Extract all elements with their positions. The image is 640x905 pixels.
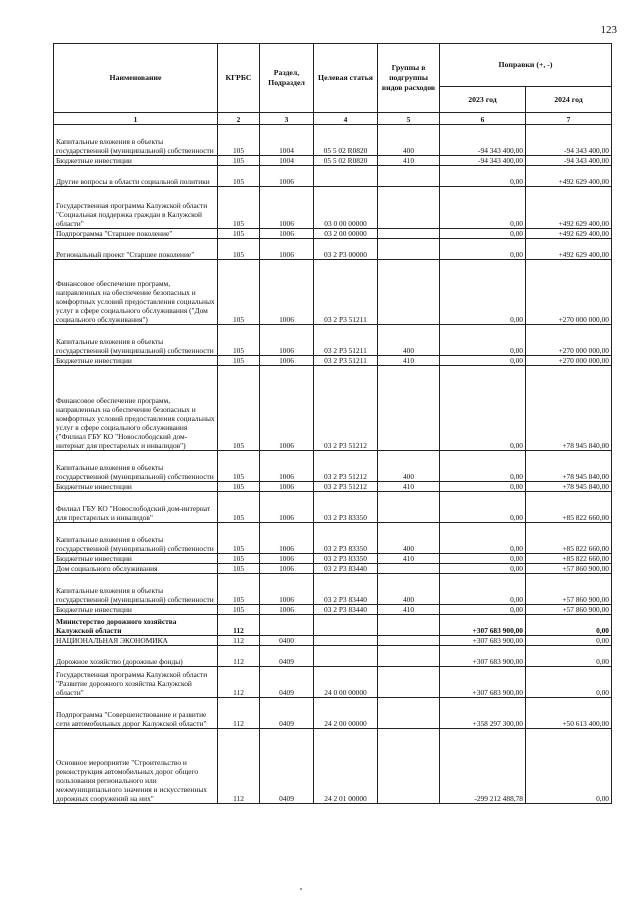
row-amount-2023: 0,00: [440, 605, 526, 615]
row-target: 05 5 02 R0820: [314, 125, 378, 156]
row-amount-2023: 0,00: [440, 187, 526, 229]
table-row: [54, 729, 612, 804]
row-target: 24 2 01 00000: [314, 729, 378, 804]
table-row: [54, 125, 612, 156]
row-amount-2024: +85 822 660,00: [526, 554, 612, 564]
row-target: 03 2 P3 83350: [314, 523, 378, 554]
row-group: 410: [378, 356, 440, 366]
row-section: 1006: [260, 260, 314, 325]
row-section: 1006: [260, 229, 314, 239]
row-amount-2024: +57 860 900,00: [526, 605, 612, 615]
row-amount-2023: +307 683 900,00: [440, 646, 526, 667]
row-amount-2024: -94 343 400,00: [526, 125, 612, 156]
row-target: 03 2 P3 83440: [314, 564, 378, 574]
row-group: [378, 698, 440, 729]
row-name: Бюджетные инвестиции: [54, 554, 218, 564]
row-section: 1006: [260, 451, 314, 482]
row-target: 03 0 00 00000: [314, 187, 378, 229]
row-group: [378, 667, 440, 698]
row-section: 1006: [260, 564, 314, 574]
table-row: [54, 260, 612, 325]
row-name: Бюджетные инвестиции: [54, 156, 218, 166]
row-section: 0409: [260, 729, 314, 804]
table-row: [54, 229, 612, 239]
row-amount-2023: +358 297 300,00: [440, 698, 526, 729]
row-group: 410: [378, 482, 440, 492]
row-name: Капитальные вложения в объекты государственной (муниципальной) собственности: [54, 325, 218, 356]
row-kgrbs: 105: [218, 366, 260, 451]
header-target: Целевая статья: [314, 44, 378, 113]
row-name: Капитальные вложения в объекты государственной (муниципальной) собственности: [54, 451, 218, 482]
row-group: 400: [378, 523, 440, 554]
row-name: Бюджетные инвестиции: [54, 356, 218, 366]
row-name: Основное мероприятие "Строительство и реконструкция автомобильных дорог общего пользования регионального или межмуниципального значения и искусственных дорожных сооружений на них": [54, 729, 218, 804]
row-amount-2023: -299 212 488,78: [440, 729, 526, 804]
column-number: 5: [378, 113, 440, 125]
row-name: Филиал ГБУ КО "Новослободский дом-интернат для престарелых и инвалидов": [54, 492, 218, 523]
row-amount-2023: 0,00: [440, 482, 526, 492]
row-section: 1006: [260, 356, 314, 366]
column-number: 3: [260, 113, 314, 125]
column-number-row: [54, 113, 612, 125]
row-amount-2023: 0,00: [440, 366, 526, 451]
row-group: [378, 646, 440, 667]
row-section: 1006: [260, 166, 314, 187]
row-amount-2023: 0,00: [440, 451, 526, 482]
row-group: [378, 492, 440, 523]
row-group: [378, 166, 440, 187]
table-row: [54, 646, 612, 667]
row-section: 1006: [260, 523, 314, 554]
row-kgrbs: 105: [218, 239, 260, 260]
row-target: [314, 636, 378, 646]
row-group: [378, 260, 440, 325]
row-amount-2024: +492 629 400,00: [526, 229, 612, 239]
scan-speck: [300, 888, 302, 890]
row-kgrbs: 105: [218, 166, 260, 187]
header-kgrbs: КГРБС: [218, 44, 260, 113]
table-row: [54, 554, 612, 564]
row-kgrbs: 105: [218, 492, 260, 523]
row-section: 1006: [260, 325, 314, 356]
row-amount-2023: 0,00: [440, 574, 526, 605]
row-amount-2023: 0,00: [440, 239, 526, 260]
row-amount-2024: 0,00: [526, 636, 612, 646]
row-amount-2024: +85 822 660,00: [526, 492, 612, 523]
row-amount-2023: -94 343 400,00: [440, 156, 526, 166]
row-target: 03 2 P3 83440: [314, 605, 378, 615]
row-amount-2024: +270 000 000,00: [526, 356, 612, 366]
row-amount-2023: 0,00: [440, 260, 526, 325]
column-number: 7: [526, 113, 612, 125]
row-name: Подпрограмма "Старшее поколение": [54, 229, 218, 239]
row-name: Дом социального обслуживания: [54, 564, 218, 574]
row-group: [378, 187, 440, 229]
row-amount-2024: -94 343 400,00: [526, 156, 612, 166]
row-group: 400: [378, 451, 440, 482]
row-kgrbs: 105: [218, 156, 260, 166]
row-kgrbs: 105: [218, 523, 260, 554]
row-kgrbs: 105: [218, 605, 260, 615]
row-kgrbs: 105: [218, 325, 260, 356]
table-row: [54, 156, 612, 166]
row-kgrbs: 112: [218, 636, 260, 646]
row-target: 03 2 00 00000: [314, 229, 378, 239]
row-target: 03 2 P3 83350: [314, 554, 378, 564]
row-name: НАЦИОНАЛЬНАЯ ЭКОНОМИКА: [54, 636, 218, 646]
budget-table: [53, 43, 612, 804]
row-group: [378, 366, 440, 451]
table-row: [54, 615, 612, 636]
column-number: 6: [440, 113, 526, 125]
row-kgrbs: 105: [218, 482, 260, 492]
row-kgrbs: 105: [218, 564, 260, 574]
row-section: 1006: [260, 554, 314, 564]
row-group: 400: [378, 125, 440, 156]
row-group: 400: [378, 325, 440, 356]
row-amount-2024: +57 860 900,00: [526, 564, 612, 574]
row-section: 0409: [260, 667, 314, 698]
row-name: Дорожное хозяйство (дорожные фонды): [54, 646, 218, 667]
row-target: 24 0 00 00000: [314, 667, 378, 698]
row-section: 0409: [260, 698, 314, 729]
row-kgrbs: 105: [218, 229, 260, 239]
row-amount-2024: +78 945 840,00: [526, 482, 612, 492]
row-name: Другие вопросы в области социальной политики: [54, 166, 218, 187]
row-section: 1004: [260, 156, 314, 166]
row-kgrbs: 112: [218, 729, 260, 804]
row-target: 03 2 P3 83440: [314, 574, 378, 605]
row-kgrbs: 105: [218, 451, 260, 482]
row-target: 03 2 P3 51212: [314, 482, 378, 492]
row-amount-2024: +492 629 400,00: [526, 239, 612, 260]
row-section: 1004: [260, 125, 314, 156]
row-group: [378, 239, 440, 260]
row-amount-2023: 0,00: [440, 492, 526, 523]
row-section: 1006: [260, 239, 314, 260]
row-group: 410: [378, 554, 440, 564]
row-amount-2024: +57 860 900,00: [526, 574, 612, 605]
row-amount-2024: 0,00: [526, 646, 612, 667]
column-number: 1: [54, 113, 218, 125]
row-kgrbs: 112: [218, 698, 260, 729]
row-target: 03 2 P3 51211: [314, 325, 378, 356]
row-target: 03 2 P3 00000: [314, 239, 378, 260]
row-target: 03 2 P3 51211: [314, 260, 378, 325]
table-row: [54, 667, 612, 698]
row-amount-2024: 0,00: [526, 667, 612, 698]
table-row: [54, 574, 612, 605]
row-target: [314, 615, 378, 636]
column-number: 2: [218, 113, 260, 125]
row-name: Бюджетные инвестиции: [54, 482, 218, 492]
row-amount-2023: +307 683 900,00: [440, 615, 526, 636]
table-row: [54, 451, 612, 482]
row-amount-2024: +78 945 840,00: [526, 366, 612, 451]
row-amount-2024: +492 629 400,00: [526, 187, 612, 229]
row-target: 03 2 P3 51212: [314, 451, 378, 482]
row-amount-2024: +270 000 000,00: [526, 260, 612, 325]
table-row: [54, 187, 612, 229]
row-section: 1006: [260, 574, 314, 605]
table-row: [54, 325, 612, 356]
row-section: 1006: [260, 492, 314, 523]
row-group: 400: [378, 574, 440, 605]
row-target: 05 5 02 R0820: [314, 156, 378, 166]
row-name: Государственная программа Калужской области "Социальная поддержка граждан в Калужской области": [54, 187, 218, 229]
row-amount-2024: +85 822 660,00: [526, 523, 612, 554]
row-name: Капитальные вложения в объекты государственной (муниципальной) собственности: [54, 574, 218, 605]
row-target: 03 2 P3 51211: [314, 356, 378, 366]
table-row: [54, 636, 612, 646]
row-name: Капитальные вложения в объекты государственной (муниципальной) собственности: [54, 125, 218, 156]
row-name: Государственная программа Калужской области "Развитие дорожного хозяйства Калужской области": [54, 667, 218, 698]
row-kgrbs: 105: [218, 187, 260, 229]
table-row: [54, 356, 612, 366]
row-kgrbs: 105: [218, 125, 260, 156]
row-kgrbs: 105: [218, 574, 260, 605]
table-row: [54, 166, 612, 187]
row-name: Министерство дорожного хозяйства Калужской области: [54, 615, 218, 636]
row-amount-2024: +50 613 400,00: [526, 698, 612, 729]
row-amount-2024: +270 000 000,00: [526, 325, 612, 356]
row-amount-2023: +307 683 900,00: [440, 667, 526, 698]
table-row: [54, 698, 612, 729]
header-group: Группы в подгруппы видов расходов: [378, 44, 440, 113]
row-kgrbs: 105: [218, 356, 260, 366]
row-amount-2023: 0,00: [440, 229, 526, 239]
row-target: [314, 166, 378, 187]
table-row: [54, 523, 612, 554]
row-name: Капитальные вложения в объекты государственной (муниципальной) собственности: [54, 523, 218, 554]
row-kgrbs: 112: [218, 667, 260, 698]
table-row: [54, 239, 612, 260]
table-row: [54, 564, 612, 574]
row-amount-2023: 0,00: [440, 564, 526, 574]
row-section: [260, 615, 314, 636]
row-section: 0409: [260, 646, 314, 667]
row-target: 03 2 P3 83350: [314, 492, 378, 523]
row-group: [378, 615, 440, 636]
row-target: 03 2 P3 51212: [314, 366, 378, 451]
table-body: [54, 125, 612, 804]
row-amount-2023: +307 683 900,00: [440, 636, 526, 646]
row-amount-2023: -94 343 400,00: [440, 125, 526, 156]
row-section: 0400: [260, 636, 314, 646]
column-number: 4: [314, 113, 378, 125]
row-section: 1006: [260, 605, 314, 615]
row-name: Бюджетные инвестиции: [54, 605, 218, 615]
row-name: Подпрограмма "Совершенствование и развитие сети автомобильных дорог Калужской области": [54, 698, 218, 729]
page-number: 123: [600, 24, 617, 36]
row-section: 1006: [260, 187, 314, 229]
row-group: [378, 229, 440, 239]
row-target: [314, 646, 378, 667]
row-amount-2024: 0,00: [526, 615, 612, 636]
row-section: 1006: [260, 366, 314, 451]
row-amount-2024: +78 945 840,00: [526, 451, 612, 482]
row-kgrbs: 112: [218, 646, 260, 667]
row-name: Финансовое обеспечение программ, направленных на обеспечение безопасных и комфортных условий предоставления социальных услуг в сфере социального обслуживания ("Филиал ГБУ КО "Новослободский дом-интернат для престарелых и инвалидов"): [54, 366, 218, 451]
row-name: Финансовое обеспечение программ, направленных на обеспечение безопасных и комфортных условий предоставления социальных услуг в сфере социального обслуживания ("Дом социального обслуживания"): [54, 260, 218, 325]
row-name: Региональный проект "Старшее поколение": [54, 239, 218, 260]
table-row: [54, 366, 612, 451]
row-amount-2023: 0,00: [440, 554, 526, 564]
row-amount-2023: 0,00: [440, 325, 526, 356]
row-group: 410: [378, 605, 440, 615]
row-group: [378, 636, 440, 646]
row-amount-2024: +492 629 400,00: [526, 166, 612, 187]
row-amount-2023: 0,00: [440, 356, 526, 366]
header-year-2024: 2024 год: [526, 87, 612, 113]
row-group: [378, 564, 440, 574]
row-amount-2023: 0,00: [440, 166, 526, 187]
row-kgrbs: 112: [218, 615, 260, 636]
row-group: [378, 729, 440, 804]
row-kgrbs: 105: [218, 554, 260, 564]
header-section: Раздел, Подраздел: [260, 44, 314, 113]
table-row: [54, 492, 612, 523]
row-target: 24 2 00 00000: [314, 698, 378, 729]
header-year-2023: 2023 год: [440, 87, 526, 113]
header-amendments: Поправки (+, -): [440, 44, 612, 87]
row-section: 1006: [260, 482, 314, 492]
row-kgrbs: 105: [218, 260, 260, 325]
row-group: 410: [378, 156, 440, 166]
table-row: [54, 605, 612, 615]
row-amount-2023: 0,00: [440, 523, 526, 554]
header-name: Наименование: [54, 44, 218, 113]
row-amount-2024: 0,00: [526, 729, 612, 804]
table-row: [54, 482, 612, 492]
